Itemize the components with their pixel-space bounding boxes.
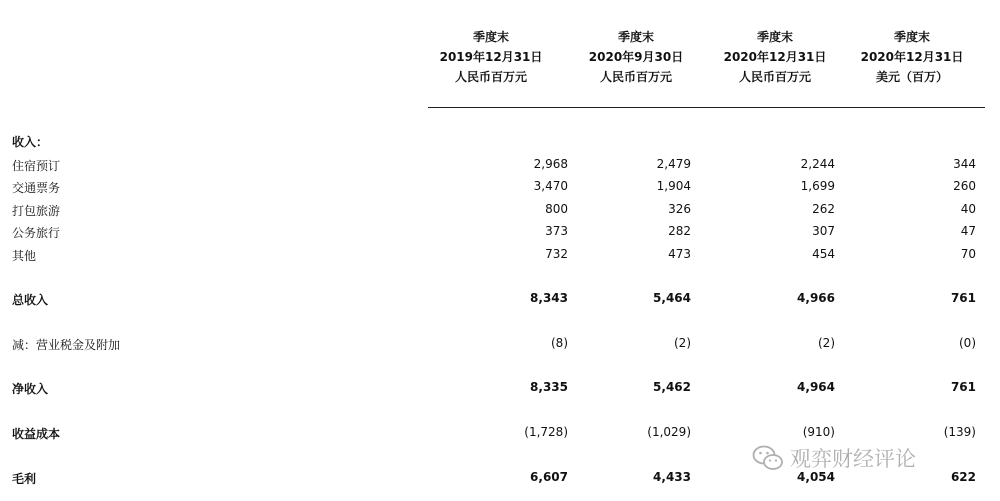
cell-value: 800 [545,202,568,216]
row-total-revenue [0,288,1000,310]
cell-value: 40 [960,202,976,216]
row-label: 打包旅游 [12,204,61,218]
cell-value: 326 [668,202,691,216]
column-header-q3-2020 [561,27,711,87]
column-header-period: 季度末 [472,30,509,44]
row-label: 净收入 [12,382,49,396]
row-label: 总收入 [12,293,49,307]
cell-value: 70 [960,247,976,261]
cell-value: 8,343 [530,291,568,305]
row-label: 减：营业税金及附加 [12,338,121,352]
cell-value: 307 [812,224,835,238]
column-header-unit: 人民币百万元 [599,70,672,84]
row-label: 公务旅行 [12,226,61,240]
row-business-tax [0,333,1000,355]
row-label: 住宿预订 [12,159,61,173]
cell-value: (2) [674,336,691,350]
revenue-section-label: 收入： [12,135,49,149]
cell-value: (0) [959,336,976,350]
cell-value: 1,904 [656,179,691,193]
column-header-date: 2020年9月30日 [588,50,684,64]
cell-value: (1,029) [647,425,691,439]
column-header-q4-2020-usd [837,27,987,87]
header-divider [428,107,985,108]
row-label: 其他 [12,249,37,263]
cell-value: 5,464 [653,291,691,305]
cell-value: 2,968 [533,157,568,171]
cell-value: 262 [812,202,835,216]
row-others [0,244,1000,266]
cell-value: 282 [668,224,691,238]
cell-value: 454 [812,247,835,261]
cell-value: 2,479 [656,157,691,171]
cell-value: 344 [953,157,976,171]
cell-value: 761 [950,291,976,305]
column-header-q4-2020-rmb [700,27,850,87]
cell-value: 1,699 [800,179,835,193]
cell-value: 732 [545,247,568,261]
cell-value: (139) [943,425,976,439]
cell-value: (1,728) [524,425,568,439]
cell-value: (8) [551,336,568,350]
column-header-date: 2020年12月31日 [723,50,827,64]
row-label: 交通票务 [12,181,61,195]
row-packaged-tours [0,199,1000,221]
cell-value: (2) [818,336,835,350]
cell-value: 5,462 [653,380,691,394]
cell-value: 373 [545,224,568,238]
column-header-date: 2019年12月31日 [439,50,543,64]
cell-value: (910) [802,425,835,439]
column-header-unit: 美元（百万） [875,70,948,84]
row-corporate-travel [0,221,1000,243]
watermark-text: 观弈财经评论 [790,447,916,471]
row-accommodation [0,154,1000,176]
cell-value: 3,470 [533,179,568,193]
cell-value: 6,607 [530,470,568,484]
column-header-period: 季度末 [756,30,793,44]
cell-value: 47 [960,224,976,238]
column-header-q4-2019 [416,27,566,87]
cell-value: 4,964 [797,380,835,394]
cell-value: 4,054 [797,470,835,484]
cell-value: 260 [953,179,976,193]
cell-value: 2,244 [800,157,835,171]
wechat-icon [752,444,784,472]
watermark [752,441,916,475]
row-label: 收益成本 [12,427,61,441]
cell-value: 4,966 [797,291,835,305]
column-header-date: 2020年12月31日 [860,50,964,64]
cell-value: 4,433 [653,470,691,484]
column-header-period: 季度末 [617,30,654,44]
row-label: 毛利 [12,472,37,486]
cell-value: 8,335 [530,380,568,394]
cell-value: 622 [950,470,976,484]
cell-value: 761 [950,380,976,394]
row-net-revenue [0,377,1000,399]
column-header-period: 季度末 [893,30,930,44]
cell-value: 473 [668,247,691,261]
column-header-unit: 人民币百万元 [454,70,527,84]
row-transportation [0,176,1000,198]
column-header-unit: 人民币百万元 [738,70,811,84]
